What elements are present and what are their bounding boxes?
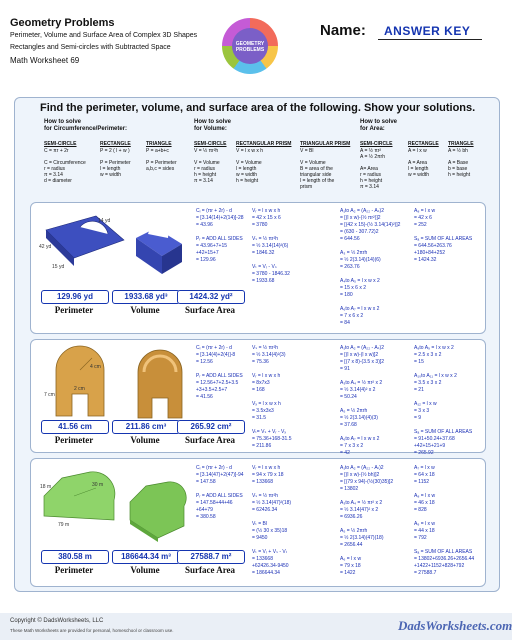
calc-line: = 50.24 xyxy=(340,394,357,400)
shape-1-dim-2: 42 yd xyxy=(39,244,52,250)
calc-line xyxy=(340,549,393,556)
calc-line: = 13802+6936.26+2656.44 xyxy=(414,556,475,562)
formula-line: d = diameter xyxy=(44,178,72,184)
calc-line: = 9 xyxy=(414,415,422,421)
area-calc-b-3 xyxy=(414,465,474,577)
formula-line: l = length xyxy=(236,166,257,172)
calc-line xyxy=(414,422,472,429)
formula-line: A = ½ 2πrh xyxy=(360,154,385,160)
calc-line: = 133668 xyxy=(252,556,273,562)
calc-line: = 42 x 15 x 6 xyxy=(252,215,281,221)
brand-logo: DadsWorksheets.com xyxy=(398,618,512,633)
calc-line xyxy=(252,257,290,264)
worksheet-number: Math Worksheet 69 xyxy=(10,56,80,65)
formula-line: A = Area xyxy=(408,160,428,166)
calc-line: A₅ = ½ 2πrh xyxy=(340,408,368,414)
calc-line: = (½ 30 x 35)18 xyxy=(252,528,288,534)
formula-line: P = Perimeter xyxy=(146,160,177,166)
volume-calc-3 xyxy=(252,465,291,577)
calc-line: = 1846.32 xyxy=(252,250,275,256)
calc-line: = 3.5x3x3 xyxy=(252,408,274,414)
calc-line xyxy=(340,401,384,408)
calc-line: Sₐ = SUM OF ALL AREAS xyxy=(414,236,473,242)
calc-line: = 13802 xyxy=(340,486,359,492)
calc-line: = 828 xyxy=(414,507,427,513)
calc-line: = 21 xyxy=(414,387,424,393)
perimeter-label-1: Perimeter xyxy=(54,305,94,315)
calc-line: = 15 x 6 x 2 xyxy=(340,285,366,291)
calc-line xyxy=(414,514,474,521)
calc-line: A₆to A₇ = l x w x 2 xyxy=(340,306,380,312)
calc-line: A₈ = l x w xyxy=(414,208,436,214)
area-calc-a-3 xyxy=(340,465,393,577)
calc-line: = [(79 x 94)-(½(30)35)]2 xyxy=(340,479,394,485)
formula-head-1-3: TRIANGLE xyxy=(146,141,172,147)
calc-line: = 31.5 xyxy=(252,415,267,421)
calc-line: Vₛ = ½ πr²h xyxy=(252,345,279,351)
calc-line: = 133668 xyxy=(252,479,273,485)
formula-line: A = ½ πr² xyxy=(360,148,382,154)
calc-line xyxy=(340,493,393,500)
formula-line: b = base xyxy=(448,166,468,172)
perimeter-label-2: Perimeter xyxy=(54,435,94,445)
calc-line: = 7 x 3 x 2 xyxy=(340,443,364,449)
calc-line: = 3 x 3 xyxy=(414,408,430,414)
calc-line: A₈to A₉ = l x w x 2 xyxy=(414,345,454,351)
shape-1-diagram xyxy=(38,208,188,286)
calc-line xyxy=(340,243,400,250)
calc-line: = 792 xyxy=(414,535,427,541)
calc-line: = 42 x 6 xyxy=(414,215,432,221)
calc-line: = 211.86 xyxy=(252,443,272,449)
calc-line: = 42 xyxy=(340,450,350,456)
calc-line xyxy=(196,366,243,373)
formula-line: π = 3.14 xyxy=(360,184,379,190)
calc-line: = 3.5 x 3 x 2 xyxy=(414,380,442,386)
formula-lines-2-3 xyxy=(300,148,334,190)
calc-line: Cᵢ = (πr + 2r) - d xyxy=(196,208,232,214)
how-to-title-3: How to solve for Area: xyxy=(360,119,398,132)
perimeter-calc-1 xyxy=(196,208,244,264)
calc-line: = [3.14(4)+2(4)]-8 xyxy=(196,352,236,358)
perimeter-answer-3: 380.58 m xyxy=(41,550,109,564)
shape-3-dim-2: 79 m xyxy=(58,522,70,528)
calc-line: = 168 xyxy=(252,387,265,393)
calc-line: = 252 xyxy=(414,222,427,228)
calc-line: = 644.56 xyxy=(340,236,360,242)
formula-line: r = radius xyxy=(44,166,65,172)
formula-line: A = ½ bh xyxy=(448,148,468,154)
calc-line xyxy=(340,521,393,528)
calc-line: = ½ 3.14(4)² x 2 xyxy=(340,387,376,393)
calc-line: +42+15+21+9 xyxy=(414,443,446,449)
subtitle-1: Perimeter, Volume and Surface Area of Complex 3D Shapes xyxy=(10,32,198,39)
calc-line: +3+3.5+2.5+7 xyxy=(196,387,228,393)
calc-line xyxy=(414,542,474,549)
calc-line: = 3780 - 1846.32 xyxy=(252,271,290,277)
formula-line: P = a+b+c xyxy=(146,148,169,154)
calc-line: = ½ 2(3.14)(4)(3) xyxy=(340,415,378,421)
geometry-problems-logo xyxy=(222,18,278,74)
volume-calc-1 xyxy=(252,208,290,285)
formula-line: A = l x w xyxy=(408,148,427,154)
calc-line: Vᵣ = l x w x h xyxy=(252,465,281,471)
calc-line: A₃to A₄ = ½ πr² x 2 xyxy=(340,380,383,386)
formula-line: h = height xyxy=(448,172,471,178)
calc-line: = 43.96 xyxy=(196,222,213,228)
formula-line: V = Volume xyxy=(236,160,262,166)
formula-head-1-1: SEMI-CIRCLE xyxy=(44,141,77,147)
formula-lines-3-2 xyxy=(408,148,429,178)
calc-line: = 15 xyxy=(414,359,424,365)
formula-head-1-2: RECTANGLE xyxy=(100,141,131,147)
calc-line xyxy=(340,429,384,436)
calc-line: = 44 x 18 xyxy=(414,528,435,534)
formula-line: r = radius xyxy=(194,166,215,172)
calc-line: = 147.58 xyxy=(196,479,216,485)
calc-line: A₃to A₄ = ½ πr² x 2 xyxy=(340,500,383,506)
calc-line: = 43.96+7+15 xyxy=(196,243,228,249)
calc-line: = 2656.44 xyxy=(340,542,363,548)
surface-area-label-3: Surface Area xyxy=(184,565,236,575)
formula-line: B = area of the xyxy=(300,166,333,172)
calc-line: +42+15+7 xyxy=(196,250,219,256)
calc-line: = [(l x w)-(½ πr²)]2 xyxy=(340,215,381,221)
formula-line: V = Bl xyxy=(300,148,314,154)
calc-line: = ½ 3.14(4)²(3) xyxy=(252,352,286,358)
calc-line: = ½ 3.14(47)² x 2 xyxy=(340,507,379,513)
calc-line: Vₜ = Vᵣ + Vₛ - Vₜ xyxy=(252,549,288,555)
formula-head-3-1: SEMI-CIRCLE xyxy=(360,141,393,147)
perimeter-calc-3 xyxy=(196,465,244,521)
calc-line: = 129.96 xyxy=(196,257,216,263)
copyright: Copyright © DadsWorksheets, LLC xyxy=(10,618,104,624)
shape-2-diagram xyxy=(40,342,190,422)
calc-line: Vᵣ = l x w x h xyxy=(252,373,281,379)
calc-line xyxy=(252,514,291,521)
formula-line: w = width xyxy=(100,172,121,178)
formula-lines-1-2 xyxy=(100,148,131,178)
shape-3-dim-1: 30 m xyxy=(92,482,104,488)
calc-line: = 84 xyxy=(340,320,350,326)
calc-line: = 79 x 18 xyxy=(340,563,361,569)
calc-line: Vₜ = Bl xyxy=(252,521,267,527)
calc-line: Cᵢ = (πr + 2r) - d xyxy=(196,465,232,471)
calc-line: = (630 - 307.72)2 xyxy=(340,229,379,235)
shape-2-dim-2: 2 cm xyxy=(74,386,85,392)
formula-line: A= Area xyxy=(360,166,378,172)
shape-2-dim-1: 4 cm xyxy=(90,364,101,370)
calc-line: = [(42 x 15)-(½ 3.14(14)²)]2 xyxy=(340,222,401,228)
calc-line: Vₜ= Vₛ + Vᵣ - Vₓ xyxy=(252,429,286,435)
formula-line: π = 3.14 xyxy=(44,172,63,178)
calc-line: = 41.56 xyxy=(196,394,213,400)
formula-line: l = length xyxy=(100,166,121,172)
calc-line: A₅ = ½ 2πrh xyxy=(340,528,368,534)
calc-line: = 64 x 18 xyxy=(414,472,435,478)
calc-line: A₇ = l x w xyxy=(414,465,435,471)
calc-line: = ½ 2(3.14)(47)(18) xyxy=(340,535,384,541)
formula-lines-2-1 xyxy=(194,148,220,184)
calc-line: Vₛ = ½ πr²h xyxy=(252,493,279,499)
formula-line: P = 2 ( l + w ) xyxy=(100,148,130,154)
calc-line: = 62426.34 xyxy=(252,507,278,513)
calc-line: = 9450 xyxy=(252,535,268,541)
calc-line: = 1152 xyxy=(414,479,430,485)
calc-line: = 46 x 18 xyxy=(414,500,435,506)
calc-line: = 2.5 x 3 x 2 xyxy=(414,352,442,358)
calc-line: A₄to A₅ = l x w x 2 xyxy=(340,278,380,284)
calc-line: = 75.36 xyxy=(252,359,269,365)
calc-line: Vᵣ = l x w x h xyxy=(252,208,281,214)
formula-head-2-1: SEMI-CIRCLE xyxy=(194,141,227,147)
calc-line: = 12.56+7+2.5+3.5 xyxy=(196,380,239,386)
shape-3-dim-3: 18 m xyxy=(40,484,52,490)
logo-text-2: PROBLEMS xyxy=(235,47,265,53)
calc-line: = 180 xyxy=(340,292,353,298)
calc-line: = 6936.26 xyxy=(340,514,363,520)
calc-line: = ½ 3.14(14)²(6) xyxy=(252,243,289,249)
formula-line: A = Base xyxy=(448,160,469,166)
calc-line xyxy=(252,422,291,429)
formula-lines-2-2 xyxy=(236,148,263,184)
calc-line: = [3.14(14)+2(14)]-28 xyxy=(196,215,244,221)
calc-line: = 380.58 xyxy=(196,514,216,520)
calc-line: Sₐ = SUM OF ALL AREAS xyxy=(414,549,473,555)
formula-line: l = length xyxy=(408,166,429,172)
calc-line: A₆ = l x w xyxy=(340,556,362,562)
calc-line: = 265.92 xyxy=(414,450,434,456)
calc-line: = 3780 xyxy=(252,222,268,228)
calc-line: = 7 x 6 x 2 xyxy=(340,313,364,319)
area-calc-b-2 xyxy=(414,345,472,457)
surface-area-label-1: Surface Area xyxy=(184,305,236,315)
formula-line: C = πr + 2r xyxy=(44,148,69,154)
calc-line xyxy=(414,394,472,401)
calc-line xyxy=(252,229,290,236)
calc-line: +180+84+252 xyxy=(414,250,446,256)
calc-line: = ½ 3.14(47)²(18) xyxy=(252,500,292,506)
calc-line: = 1424.32 xyxy=(414,257,437,263)
calc-line: A₃ = ½ 2πrh xyxy=(340,250,368,256)
formula-lines-1-1 xyxy=(44,148,86,184)
calc-line xyxy=(340,373,384,380)
calc-line: Sₐ = SUM OF ALL AREAS xyxy=(414,429,473,435)
calc-line: = [3.14(47)+2(47)]-94 xyxy=(196,472,244,478)
calc-line: = ½ 2(3.14)(14)(6) xyxy=(340,257,381,263)
calc-line: +64+79 xyxy=(196,507,213,513)
volume-label-2: Volume xyxy=(130,435,160,445)
formula-line: V = l x w x h xyxy=(236,148,264,154)
calc-line xyxy=(196,486,244,493)
volume-calc-2 xyxy=(252,345,291,450)
calc-line: Pᵣ = ADD ALL SIDES xyxy=(196,236,243,242)
calc-line xyxy=(414,366,472,373)
formula-line: C = Circumference xyxy=(44,160,86,166)
shape-1-dim-1: 15 yd xyxy=(52,264,65,270)
calc-line: = 8x7x3 xyxy=(252,380,270,386)
calc-line: = 91 xyxy=(340,366,350,372)
formula-line: h = height xyxy=(194,172,217,178)
formula-head-2-3: TRIANGULAR PRISM xyxy=(300,141,351,147)
formula-line: V = ½ πr²h xyxy=(194,148,219,154)
calc-line: +1422+1152+828+792 xyxy=(414,563,465,569)
subtitle-2: Rectangles and Semi-circles with Subtracted Space xyxy=(10,44,171,51)
formula-line: w = width xyxy=(408,172,429,178)
volume-label-3: Volume xyxy=(130,565,160,575)
calc-line: A₁to A₂ = (A₂₂ - Aₛ)2 xyxy=(340,208,384,214)
formula-head-3-3: TRIANGLE xyxy=(448,141,474,147)
answer-key-label: ANSWER KEY xyxy=(384,24,471,38)
calc-line: = 37.68 xyxy=(340,422,357,428)
calc-line: = 12.56 xyxy=(196,359,213,365)
worksheet-title: Geometry Problems xyxy=(10,17,115,29)
calc-line xyxy=(252,486,291,493)
perimeter-answer-1: 129.96 yd xyxy=(41,290,109,304)
calc-line: A₁to A₂ = (A₂₂ - Aₜ)2 xyxy=(340,465,384,471)
formula-line: V = Volume xyxy=(194,160,220,166)
volume-label-1: Volume xyxy=(130,305,160,315)
calc-line: = 644.56+263.76 xyxy=(414,243,452,249)
calc-line: +62426.34-9450 xyxy=(252,563,289,569)
calc-line xyxy=(252,366,291,373)
how-to-title-2: How to solve for Volume: xyxy=(194,119,232,132)
logo-text-1: GEOMETRY xyxy=(235,41,265,47)
surface-area-answer-3: 27588.7 m² xyxy=(177,550,245,564)
calc-line: = 75.36+168-31.5 xyxy=(252,436,292,442)
calc-line: A₉ = l x w xyxy=(414,521,436,527)
calc-line: Vₛ = ½ πr²h xyxy=(252,236,279,242)
surface-area-answer-1: 1424.32 yd² xyxy=(177,290,245,304)
formula-lines-1-3 xyxy=(146,148,177,172)
calc-line: = 263.76 xyxy=(340,264,360,270)
calc-line: A₆to A₇ = l x w x 2 xyxy=(340,436,380,442)
calc-line: Cᵢ = (πr + 2r) - d xyxy=(196,345,232,351)
formula-line: P = Perimeter xyxy=(100,160,131,166)
usage-note: These Math Worksheets are provided for personal, homeschool or classroom use. xyxy=(10,628,174,633)
formula-line: triangular side xyxy=(300,172,332,178)
volume-answer-2: 211.86 cm³ xyxy=(112,420,180,434)
calc-line xyxy=(414,229,472,236)
calc-line: A₁₀to A₁₁ = l x w x 2 xyxy=(414,373,457,379)
calc-line: A₁to A₂ = (A₂₂ - Aₛ)2 xyxy=(340,345,384,351)
how-to-title-1: How to solve for Circumference/Perimeter: xyxy=(44,119,128,132)
perimeter-answer-2: 41.56 cm xyxy=(41,420,109,434)
calc-line: = [(l x w)-(l x w)]2 xyxy=(340,352,379,358)
calc-line: = 1422 xyxy=(340,570,356,576)
volume-answer-3: 186644.34 m³ xyxy=(112,550,180,564)
area-calc-a-1 xyxy=(340,208,400,327)
calc-line xyxy=(340,271,400,278)
calc-line xyxy=(196,229,244,236)
calc-line: Pᵣ = ADD ALL SIDES xyxy=(196,493,243,499)
volume-answer-1: 1933.68 yd³ xyxy=(112,290,180,304)
calc-line xyxy=(252,542,291,549)
area-calc-b-1 xyxy=(414,208,472,264)
formula-line: h = height xyxy=(236,178,259,184)
surface-area-answer-2: 265.92 cm² xyxy=(177,420,245,434)
area-calc-a-2 xyxy=(340,345,384,457)
calc-line: Pᵣ = ADD ALL SIDES xyxy=(196,373,243,379)
perimeter-label-3: Perimeter xyxy=(54,565,94,575)
calc-line: = 147.58+44+46 xyxy=(196,500,233,506)
calc-line: = 94 x 79 x 18 xyxy=(252,472,284,478)
instructions: Find the perimeter, volume, and surface area of the following. Show your solutions. xyxy=(40,102,476,114)
shape-3-diagram xyxy=(38,466,188,546)
formula-lines-3-1 xyxy=(360,148,385,190)
formula-line: w = width xyxy=(236,172,257,178)
shape-1-dim-3: 14 yd xyxy=(98,218,111,224)
calc-line xyxy=(414,486,474,493)
calc-line: = 1933.68 xyxy=(252,278,275,284)
calc-line: = 27588.7 xyxy=(414,570,437,576)
shape-2-dim-3: 7 cm xyxy=(44,392,55,398)
formula-line: π = 3.14 xyxy=(194,178,213,184)
calc-line xyxy=(340,299,400,306)
formula-lines-3-3 xyxy=(448,148,470,178)
calc-line: A₁₂ = l x w xyxy=(414,401,437,407)
formula-head-3-2: RECTANGLE xyxy=(408,141,439,147)
name-label: Name: xyxy=(320,22,366,39)
formula-line: a,b,c = sides xyxy=(146,166,175,172)
calc-line: Vₜ = Vᵣ - Vₛ xyxy=(252,264,277,270)
name-line xyxy=(378,39,482,40)
formula-line: l = length of the xyxy=(300,178,335,184)
formula-head-2-2: RECTANGULAR PRISM xyxy=(236,141,292,147)
formula-line: V = Volume xyxy=(300,160,326,166)
formula-line: prism xyxy=(300,184,313,190)
formula-line: h = height xyxy=(360,178,383,184)
calc-line: Vₓ = l x w x h xyxy=(252,401,281,407)
calc-line: = [(l x w)-(½ bh)]2 xyxy=(340,472,380,478)
surface-area-label-2: Surface Area xyxy=(184,435,236,445)
calc-line xyxy=(252,394,291,401)
formula-line: r = radius xyxy=(360,172,381,178)
calc-line: A₈ = l x w xyxy=(414,493,436,499)
calc-line: = 91+50.24+37.68 xyxy=(414,436,455,442)
perimeter-calc-2 xyxy=(196,345,243,401)
calc-line: = [(7 x 8)-(3.5 x 3)]2 xyxy=(340,359,385,365)
calc-line: = 186644.34 xyxy=(252,570,280,576)
